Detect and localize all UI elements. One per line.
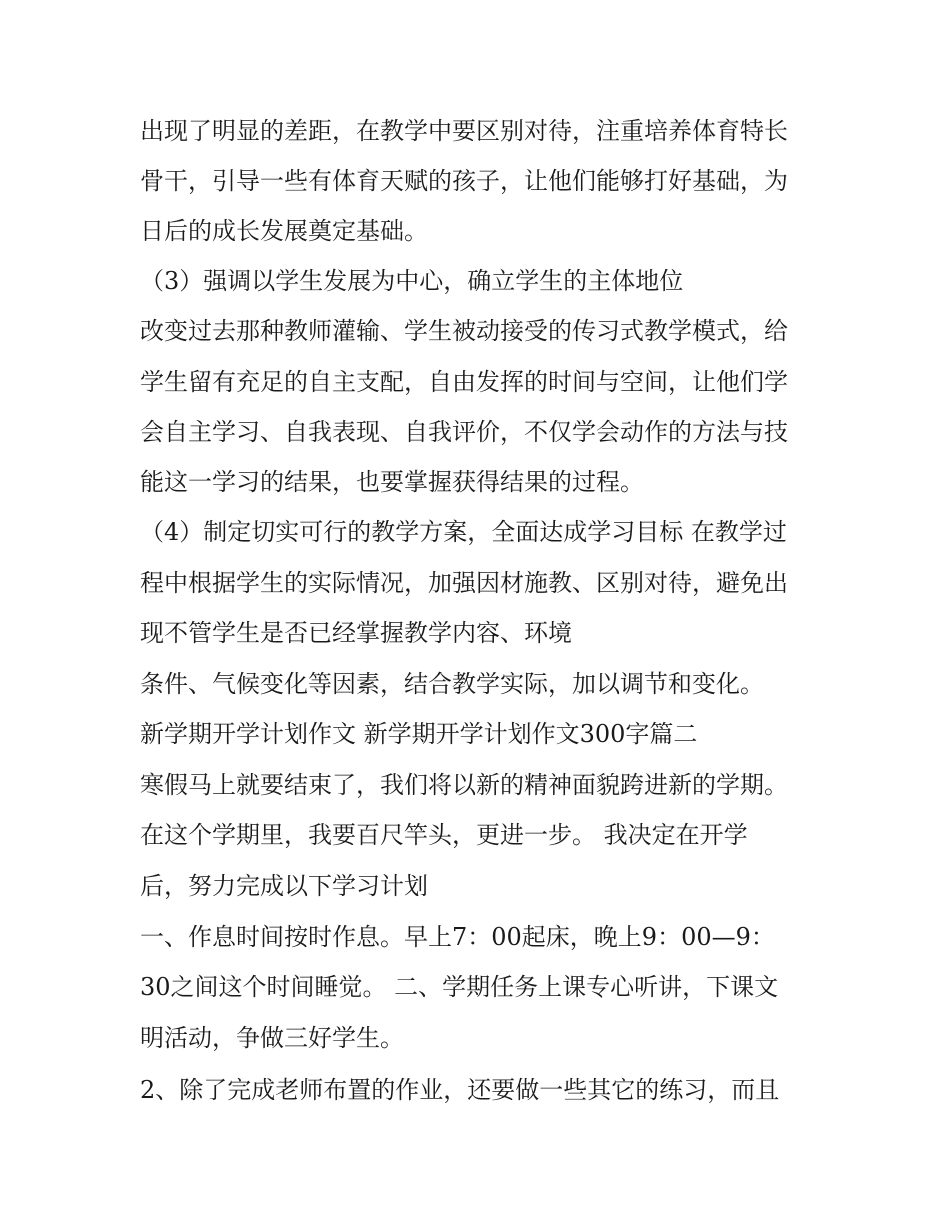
text-line: 学生留有充足的自主支配，自由发挥的时间与空间，让他们学 (140, 368, 788, 396)
text-line: 2、除了完成老师布置的作业，还要做一些其它的练习，而且 (140, 1076, 780, 1104)
text-line: 一、作息时间按时作息。早上7：00起床，晚上9：00—9： (140, 923, 775, 951)
text-line: 后，努力完成以下学习计划 (140, 872, 428, 900)
text-line: 在这个学期里，我要百尺竿头，更进一步。 我决定在开学 (140, 821, 748, 849)
text-line: 日后的成长发展奠定基础。 (140, 217, 428, 245)
article-title: 新学期开学计划作文 新学期开学计划作文300字篇二 (140, 720, 698, 748)
text-line: 寒假马上就要结束了，我们将以新的精神面貌跨进新的学期。 (140, 771, 788, 799)
text-line: 现不管学生是否已经掌握教学内容、环境 (140, 619, 572, 647)
section-heading: （4）制定切实可行的教学方案，全面达成学习目标 在教学过 (140, 518, 787, 546)
text-line: 会自主学习、自我表现、自我评价，不仅学会动作的方法与技 (140, 418, 788, 446)
text-line: 骨干，引导一些有体育天赋的孩子，让他们能够打好基础，为 (140, 167, 788, 195)
text-line: 出现了明显的差距，在教学中要区别对待，注重培养体育特长 (140, 117, 788, 145)
section-heading: （3）强调以学生发展为中心，确立学生的主体地位 (140, 267, 684, 295)
text-line: 条件、气候变化等因素，结合教学实际，加以调节和变化。 (140, 670, 764, 698)
text-line: 改变过去那种教师灌输、学生被动接受的传习式教学模式，给 (140, 317, 788, 345)
text-line: 程中根据学生的实际情况，加强因材施教、区别对待，避免出 (140, 569, 788, 597)
text-line: 能这一学习的结果，也要掌握获得结果的过程。 (140, 468, 644, 496)
text-line: 明活动，争做三好学生。 (140, 1024, 404, 1052)
text-line: 30之间这个时间睡觉。 二、学期任务上课专心听讲，下课文 (140, 973, 779, 1001)
